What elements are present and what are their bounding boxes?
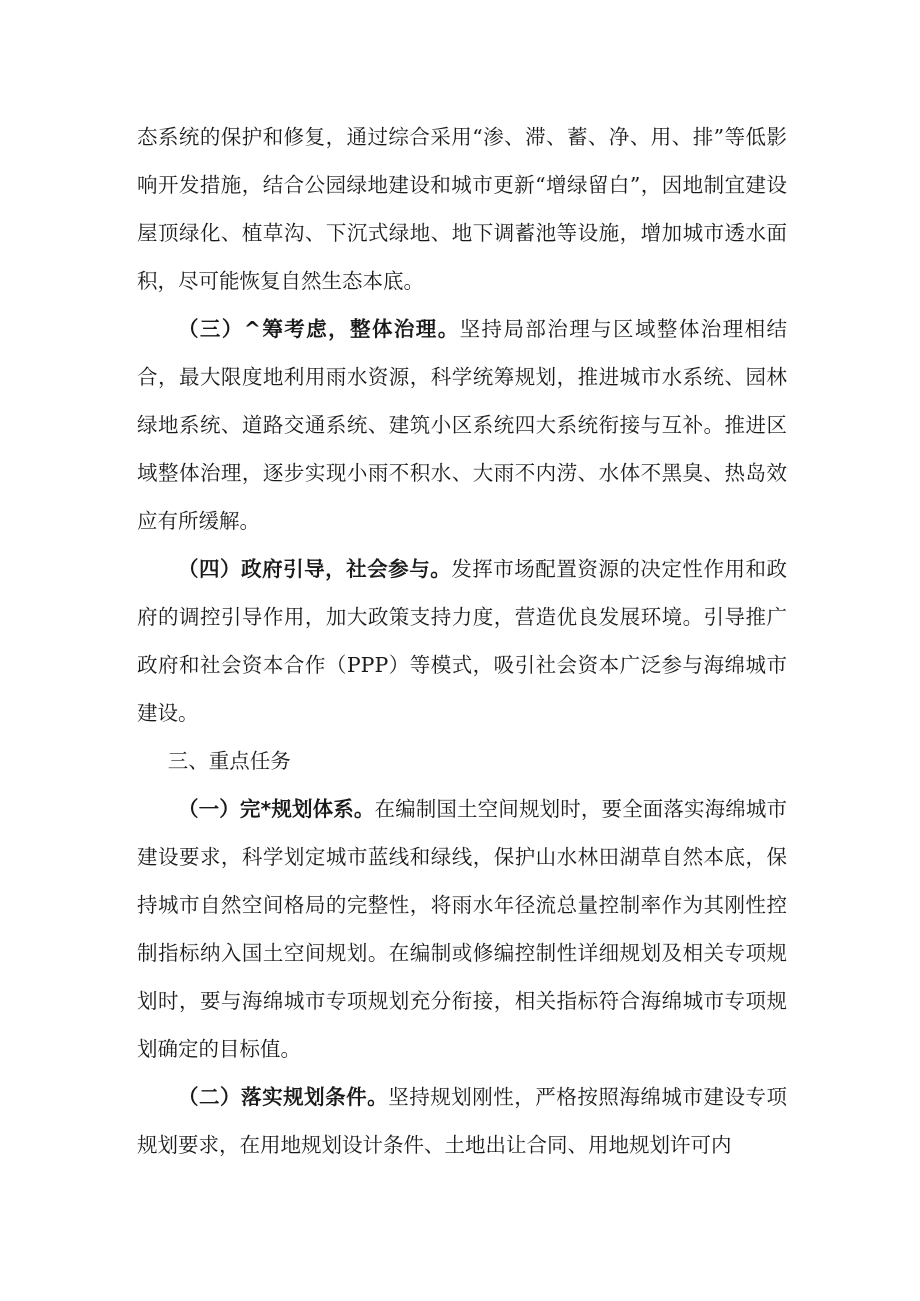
paragraph-body: 发挥市场配置资源的决定性作用和政府的调控引导作用，加大政策支持力度，营造优良发展环境。引导推广政府和社会资本合作（PPP）等模式，吸引社会资本广泛参与海绵城市建设。 [137,557,788,725]
paragraph-body: 坚持局部治理与区域整体治理相结合，最大限度地利用雨水资源，科学统筹规划，推进城市水系统、园林绿地系统、道路交通系统、建筑小区系统四大系统衔接与互补。推进区域整体治理，逐步实现小雨不积水、大雨不内涝、水体不黑臭、热岛效应有所缓解。 [137,317,787,533]
paragraph-heading: （二）落实规划条件。 [178,1085,389,1109]
paragraph-government-guidance [137,545,787,737]
paragraph-continuation [137,113,787,305]
paragraph-heading: （一）完*规划体系。 [178,797,375,821]
paragraph-body: 坚持规划刚性，严格按照海绵城市建设专项规划要求，在用地规划设计条件、土地出让合同、用地规划许可内 [137,1085,788,1157]
paragraph-planning-system [137,785,787,1073]
paragraph-body: 态系统的保护和修复，通过综合采用“渗、滞、蓄、净、用、排”等低影响开发措施，结合公园绿地建设和城市更新“增绿留白”，因地制宜建设屋顶绿化、植草沟、下沉式绿地、地下调蓄池等设施，增加城市透水面积，尽可能恢复自然生态本底。 [137,125,787,293]
section-title-key-tasks: 三、重点任务 [167,749,291,773]
paragraph-heading: （四）政府引导，社会参与。 [178,557,452,581]
paragraph-heading: （三）^筹考虑，整体治理。 [178,317,460,341]
document-page [137,113,787,1169]
paragraph-overall-governance [137,305,787,545]
paragraph-body: 在编制国土空间规划时，要全面落实海绵城市建设要求，科学划定城市蓝线和绿线，保护山水林田湖草自然本底，保持城市自然空间格局的完整性，将雨水年径流总量控制率作为其刚性控制指标纳入国土空间规划。在编制或修编控制性详细规划及相关专项规划时，要与海绵城市专项规划充分衔接，相关指标符合海绵城市专项规划确定的目标值。 [137,797,787,1061]
paragraph-planning-conditions [137,1073,787,1169]
